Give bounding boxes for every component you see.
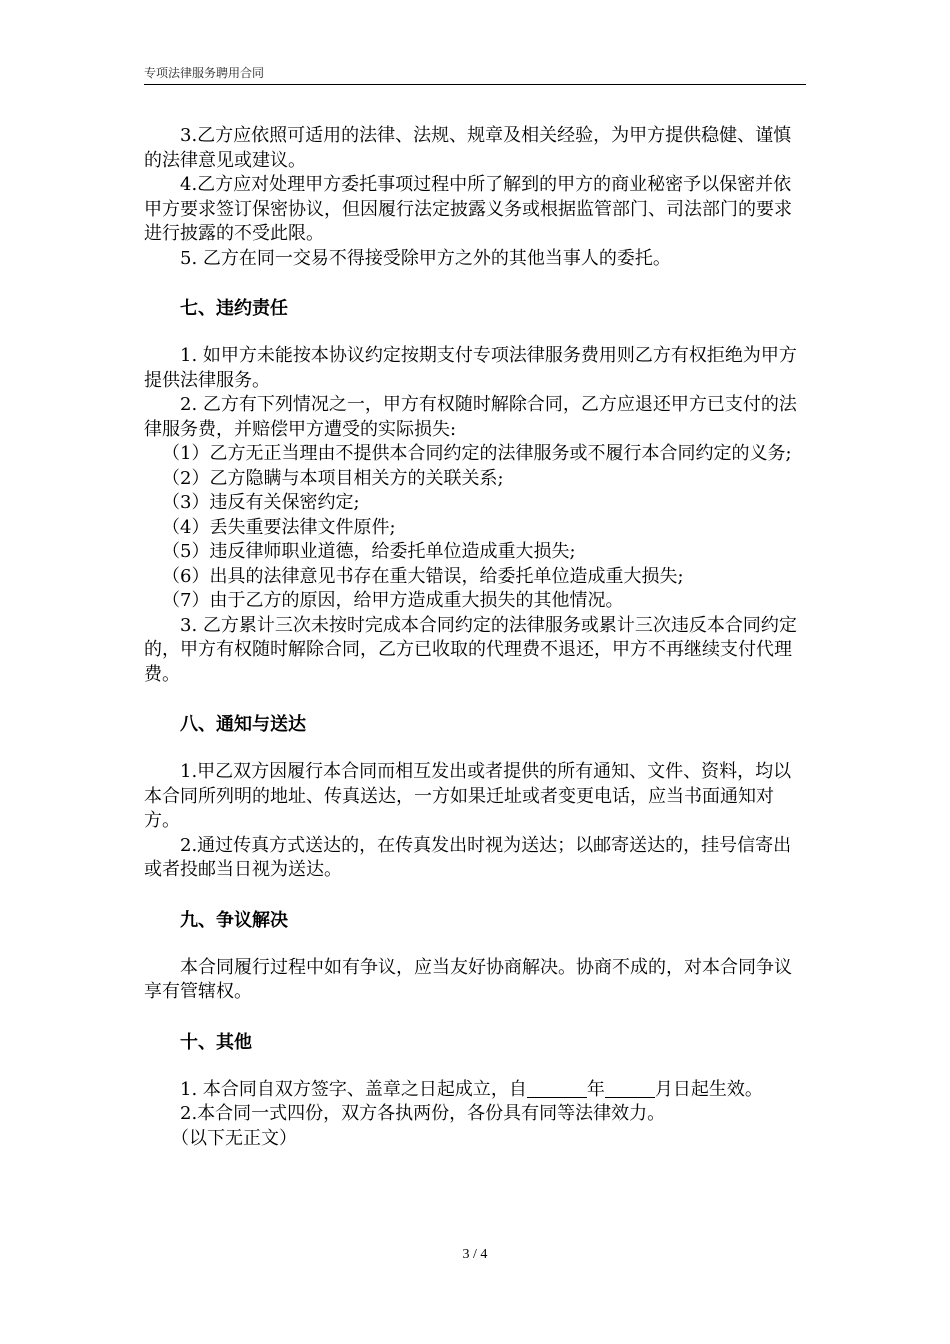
clause-8-1: 1.甲乙双方因履行本合同而相互发出或者提供的所有通知、文件、资料，均以本合同所列明的地址、传真送达，一方如果迁址或者变更电话，应当书面通知对方。: [144, 761, 792, 831]
clause-6-4: 4.乙方应对处理甲方委托事项过程中所了解到的甲方的商业秘密予以保密并依甲方要求签订保密协议，但因履行法定披露义务或根据监管部门、司法部门的要求进行披露的不受此限。: [144, 174, 792, 244]
clause-7-2-item-1: （1）乙方无正当理由不提供本合同约定的法律服务或不履行本合同约定的义务;: [162, 443, 792, 464]
clause-7-2: 2. 乙方有下列情况之一，甲方有权随时解除合同，乙方应退还甲方已支付的法律服务费，并赔偿甲方遭受的实际损失:: [144, 394, 797, 440]
section-7-heading: 七、违约责任: [180, 298, 288, 319]
clause-7-2-item-7: （7）由于乙方的原因，给甲方造成重大损失的其他情况。: [162, 590, 624, 611]
page-number: 3 / 4: [462, 1247, 488, 1262]
section-10-heading: 十、其他: [180, 1031, 252, 1053]
clause-7-2-item-3: （3）违反有关保密约定;: [162, 492, 360, 513]
clause-7-1: 1. 如甲方未能按本协议约定按期支付专项法律服务费用则乙方有权拒绝为甲方提供法律服务。: [144, 345, 797, 391]
clause-6-3: 3.乙方应依照可适用的法律、法规、规章及相关经验，为甲方提供稳健、谨慎的法律意见或建议。: [144, 125, 792, 171]
clause-7-2-item-5: （5）违反律师职业道德，给委托单位造成重大损失;: [162, 541, 576, 562]
section-8-heading: 八、通知与送达: [180, 714, 306, 735]
clause-6-5: 5. 乙方在同一交易不得接受除甲方之外的其他当事人的委托。: [180, 247, 671, 269]
clause-10-1-text: 1. 本合同自双方签字、盖章之日起成立，自: [180, 1078, 527, 1100]
clause-10-1-end: 日起生效。: [672, 1078, 763, 1100]
clause-7-2-item-4: （4）丢失重要法律文件原件;: [162, 516, 396, 538]
year-blank: [527, 1079, 587, 1098]
year-label: 年: [586, 1078, 605, 1100]
clause-8-2: 2.通过传真方式送达的，在传真发出时视为送达；以邮寄送达的，挂号信寄出或者投邮当日视为送达。: [144, 834, 792, 880]
clause-10-2: 2.本合同一式四份，双方各执两份，各份具有同等法律效力。: [180, 1103, 666, 1124]
clause-9-1: 本合同履行过程中如有争议，应当友好协商解决。协商不成的，对本合同争议享有管辖权。: [144, 956, 792, 1002]
month-label: 月: [654, 1078, 673, 1100]
month-blank: [605, 1079, 655, 1098]
document-body: [144, 124, 806, 1151]
running-header: 专项法律服务聘用合同: [144, 64, 806, 85]
clause-7-3: 3. 乙方累计三次未按时完成本合同约定的法律服务或累计三次违反本合同约定的，甲方有权随时解除合同，乙方已收取的代理费不退还，甲方不再继续支付代理费。: [144, 614, 797, 685]
section-9-heading: 九、争议解决: [180, 909, 288, 931]
end-of-text-note: （以下无正文）: [171, 1127, 297, 1149]
clause-7-2-item-2: （2）乙方隐瞒与本项目相关方的关联关系;: [162, 467, 504, 489]
clause-10-1: [144, 1078, 806, 1103]
clause-7-2-item-6: （6）出具的法律意见书存在重大错误，给委托单位造成重大损失;: [162, 565, 684, 587]
